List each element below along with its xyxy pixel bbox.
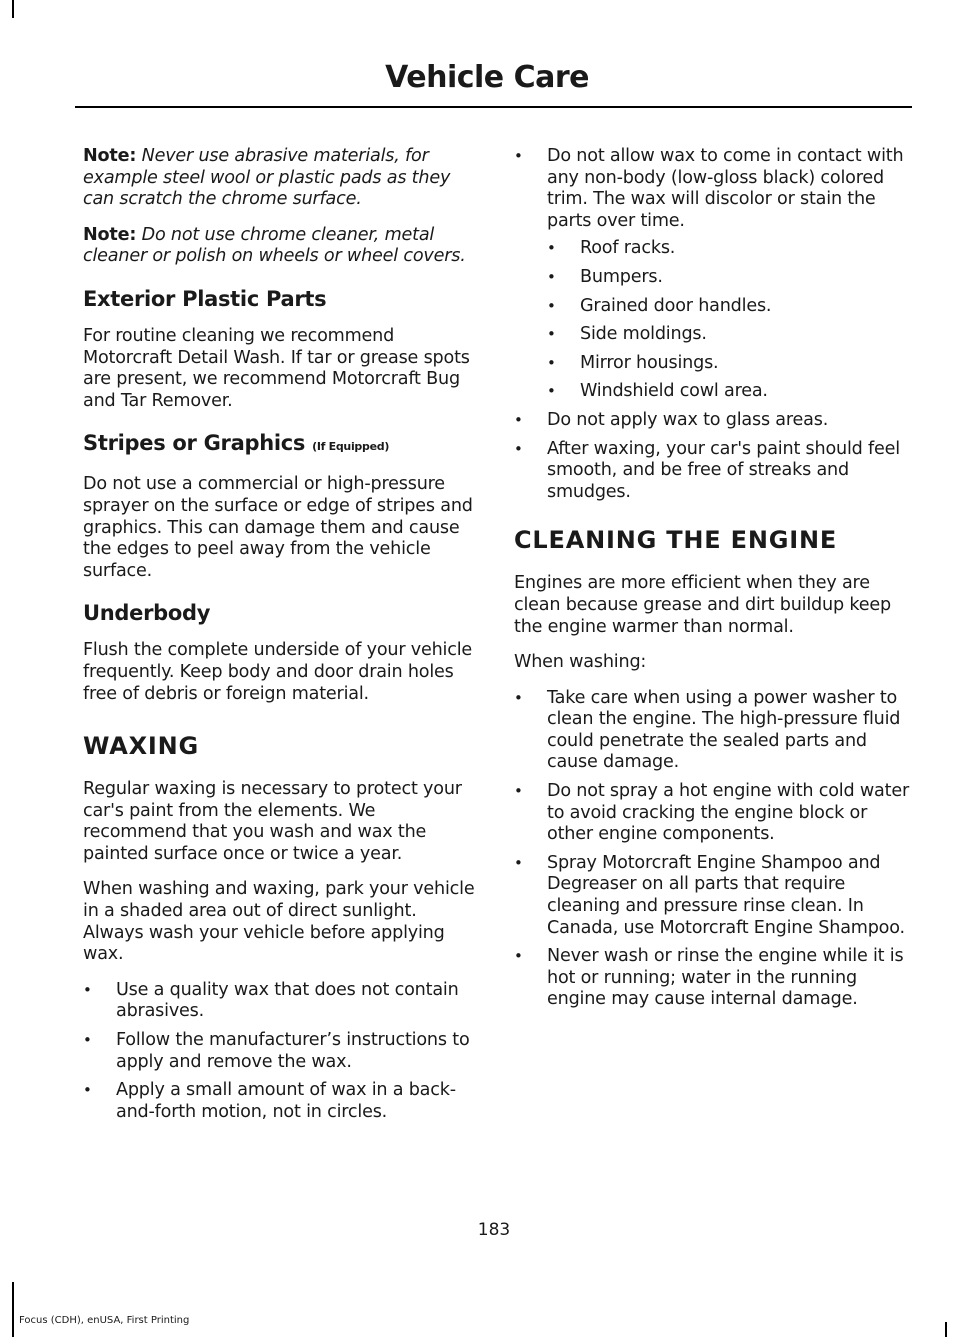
list-item: • Apply a small amount of wax in a back-and-forth motion, not in circles.: [83, 1080, 475, 1123]
list-item: • Roof racks.: [547, 238, 910, 260]
list-item: • Grained door handles.: [547, 296, 910, 318]
note-label: Note:: [83, 224, 137, 245]
note-text: Never use abrasive materials, for example steel wool or plastic pads as they can scratch the chrome surface.: [83, 146, 451, 210]
wax-continued-list: [514, 146, 910, 503]
list-item: • Windshield cowl area.: [547, 381, 910, 403]
waxing-bullet-list: [83, 980, 475, 1124]
list-item: • Use a quality wax that does not contain abrasives.: [83, 980, 475, 1023]
engine-paragraph-1: Engines are more efficient when they are clean because grease and dirt buildup keep the engine warmer than normal.: [514, 573, 891, 637]
left-column: [83, 146, 475, 1133]
heading-waxing: WAXING: [83, 732, 199, 761]
list-item: • Bumpers.: [547, 267, 910, 289]
crop-mark-top-left: [12, 0, 14, 18]
note-chrome-cleaner: [83, 225, 475, 268]
stripes-body: Do not use a commercial or high-pressure sprayer on the surface or edge of stripes and graphics. This can damage them and cause the edges to peel away from the vehicle surface.: [83, 474, 473, 581]
engine-bullet-list: [514, 688, 910, 1011]
list-item: • Mirror housings.: [547, 353, 910, 375]
note-label: Note:: [83, 146, 137, 166]
waxing-paragraph-2: When washing and waxing, park your vehicle in a shaded area out of direct sunlight. Always wash your vehicle before applying wax.: [83, 879, 475, 965]
heading-cleaning-the-engine: CLEANING THE ENGINE: [514, 526, 838, 555]
list-item: • Never wash or rinse the engine while it is hot or running; water in the running engine may cause internal damage.: [514, 946, 910, 1011]
note-text: Do not use chrome cleaner, metal cleaner or polish on wheels or wheel covers.: [83, 224, 466, 267]
engine-paragraph-2: When washing:: [514, 652, 647, 673]
list-item: • Follow the manufacturer’s instructions to apply and remove the wax.: [83, 1030, 475, 1073]
heading-stripes-graphics: [83, 430, 475, 460]
list-item: • Do not apply wax to glass areas.: [514, 410, 910, 432]
list-item: • Spray Motorcraft Engine Shampoo and Degreaser on all parts that require cleaning and pressure rinse clean. In Canada, use Motorcraft Engine Shampoo.: [514, 853, 910, 939]
heading-underbody: Underbody: [83, 601, 211, 626]
underbody-body: Flush the complete underside of your vehicle frequently. Keep body and door drain holes free of debris or foreign material.: [83, 640, 473, 704]
waxing-paragraph-1: Regular waxing is necessary to protect your car's paint from the elements. We recommend that you wash and wax the painted surface once or twice a year.: [83, 779, 462, 864]
right-column: [514, 146, 910, 1021]
list-item-text: Do not allow wax to come in contact with any non-body (low-gloss black) colored trim. The wax will discolor or stain the parts over time.: [547, 146, 904, 231]
list-item: [514, 146, 910, 403]
header-rule: [75, 106, 912, 108]
note-chrome-abrasives: [83, 146, 475, 211]
page-header-title: Vehicle Care: [385, 60, 589, 95]
exterior-plastic-body: For routine cleaning we recommend Motorcraft Detail Wash. If tar or grease spots are present, we recommend Motorcraft Bug and Tar Remover.: [83, 325, 470, 411]
list-item: • Do not spray a hot engine with cold water to avoid cracking the engine block or other engine components.: [514, 781, 910, 846]
stripes-qualifier: (If Equipped): [312, 440, 390, 454]
stripes-heading-text: Stripes or Graphics: [83, 431, 306, 456]
list-item: • Take care when using a power washer to clean the engine. The high-pressure fluid could penetrate the sealed parts and cause damage.: [514, 688, 910, 774]
list-item: • Side moldings.: [547, 324, 910, 346]
heading-exterior-plastic-parts: Exterior Plastic Parts: [83, 286, 327, 311]
list-item: • After waxing, your car's paint should feel smooth, and be free of streaks and smudges.: [514, 439, 910, 504]
footer-edition: Focus (CDH), enUSA, First Printing: [19, 1315, 190, 1326]
trim-parts-sublist: [547, 238, 910, 403]
page-number: 183: [477, 1220, 511, 1240]
crop-mark-bottom-right: [945, 1322, 947, 1337]
crop-mark-bottom-left: [12, 1282, 14, 1337]
